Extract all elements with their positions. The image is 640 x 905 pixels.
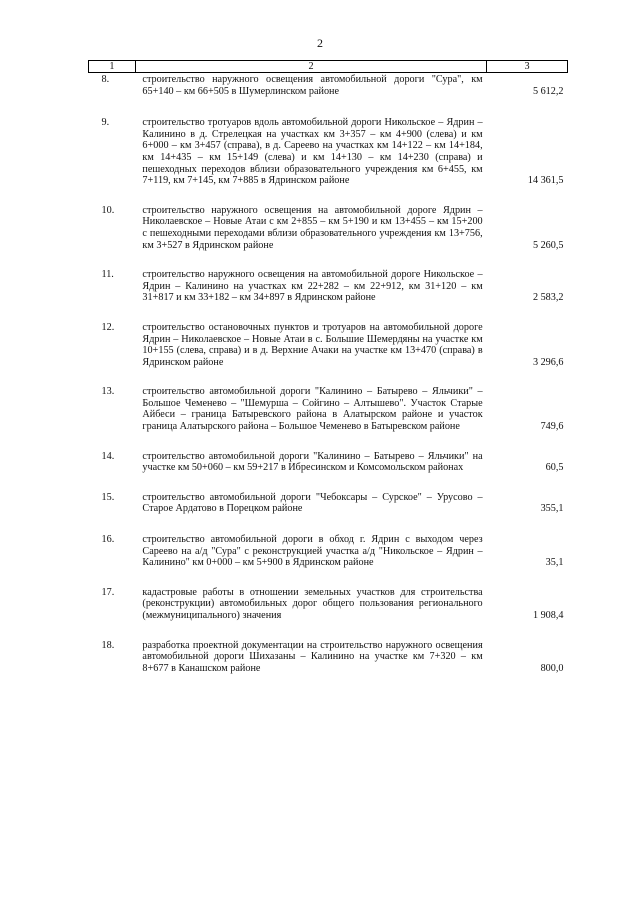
row-description: разработка проектной документации на строительство наружного освещения автомобильной дороги Шихазаны – Калинино на участке км 7+320 – км 8+677 в Канашском районе (142, 639, 483, 674)
row-amount: 2 583,2 (532, 292, 564, 304)
table-row (89, 205, 568, 251)
row-amount: 60,5 (545, 462, 564, 474)
row-number: 16. (101, 534, 115, 546)
row-description: строительство автомобильной дороги "Калинино – Батырево – Яльчики" на участке км 50+060 – км 59+217 в Ибресинском и Комсомольском районах (142, 450, 483, 474)
row-description: строительство наружного освещения на автомобильной дороге Ядрин – Николаевское – Новые Атаи с км 2+855 – км 5+190 и км 13+455 – км 15+200 с пешеходными переходами вблизи образовательного учреждения км 13+756, км 3+527 в Ядринском районе (142, 204, 483, 251)
column-header-1: 1 (89, 61, 136, 73)
row-number: 10. (101, 204, 115, 216)
table-row (89, 386, 568, 432)
row-spacer (89, 368, 568, 386)
row-number: 11. (101, 269, 114, 281)
table-row (89, 117, 568, 187)
row-description: кадастровые работы в отношении земельных участков для строительства (реконструкции) автомобильных дорог общего пользования регионального (межмуниципального) значения (142, 586, 483, 621)
row-description: строительство наружного освещения автомобильной дороги "Сура", км 65+140 – км 66+505 в Шумерлинском районе (142, 74, 483, 97)
table-row (89, 73, 568, 98)
row-number: 8. (101, 74, 110, 85)
row-spacer (89, 474, 568, 492)
row-spacer (89, 251, 568, 269)
row-description: строительство остановочных пунктов и тротуаров на автомобильной дороге Ядрин – Николаевское – Новые Атаи в с. Большие Шемердяны на участке км 10+155 (слева, справа) и в д. Верхние Ачаки на участке км 13+470 (справа) в Ядринском районе (142, 321, 483, 368)
row-number: 9. (101, 117, 110, 129)
budget-table (88, 60, 568, 674)
row-amount: 355,1 (540, 503, 564, 515)
table-header-row (89, 61, 568, 73)
table-row (89, 640, 568, 675)
row-number: 13. (101, 386, 115, 398)
row-number: 15. (101, 491, 115, 503)
row-spacer (89, 622, 568, 640)
row-spacer (89, 433, 568, 451)
row-spacer (89, 515, 568, 534)
row-amount: 3 296,6 (532, 356, 564, 368)
row-spacer (89, 569, 568, 587)
row-number: 17. (101, 586, 115, 598)
row-amount: 5 612,2 (532, 85, 564, 97)
row-number: 12. (101, 321, 115, 333)
row-amount: 14 361,5 (527, 175, 564, 187)
page-number: 2 (317, 36, 323, 50)
table-row (89, 534, 568, 569)
table-row (89, 269, 568, 304)
row-spacer (89, 304, 568, 322)
row-spacer (89, 187, 568, 205)
row-number: 14. (101, 450, 115, 462)
row-amount: 749,6 (540, 421, 564, 433)
row-description: строительство наружного освещения на автомобильной дороге Никольское – Ядрин – Калинино на участках км 22+282 – км 22+912, км 31+120 – км 31+817 и км 33+182 – км 34+897 в Ядринском районе (142, 269, 483, 304)
row-description: строительство автомобильной дороги в обход г. Ядрин с выходом через Сареево на а/д "Сура" с реконструкцией участка а/д "Никольское – Ядрин – Калинино" км 0+000 – км 5+900 в Ядринском районе (142, 534, 483, 569)
table-row (89, 451, 568, 474)
row-amount: 35,1 (545, 557, 564, 569)
row-amount: 1 908,4 (532, 610, 564, 621)
row-amount: 5 260,5 (532, 239, 564, 251)
row-number: 18. (101, 639, 115, 651)
column-header-3: 3 (487, 61, 568, 73)
table-row (89, 322, 568, 368)
row-description: строительство автомобильной дороги "Чебоксары – Сурское" – Урусово – Старое Ардатово в Порецком районе (142, 491, 483, 515)
row-spacer (89, 97, 568, 117)
row-amount: 800,0 (540, 662, 564, 674)
column-header-2: 2 (135, 61, 486, 73)
row-description: строительство автомобильной дороги "Калинино – Батырево – Яльчики" – Большое Чеменево – "Шемурша – Сойгино – Алтышево". Участок Старые Айбеси – граница Батыревского района в Алатырском районе и участок граница Алатырского района – Большое Чеменево в Батыревском районе (142, 386, 483, 433)
table-row (89, 587, 568, 622)
row-description: строительство тротуаров вдоль автомобильной дороги Никольское – Ядрин – Калинино в д. Стрелецкая на участках км 3+357 – км 4+900 (слева) и км 6+000 – км 3+457 (справа), в д. Сареево на участках км 14+122 – км 14+184, км 14+435 – км 15+149 (слева) и км 14+130 – км 14+230 (справа) и пешеходных переходов вблизи образовательного учреждения км 6+455, км 7+119, км 7+145, км 7+885 в Ядринском районе (142, 117, 483, 187)
table-row (89, 492, 568, 515)
